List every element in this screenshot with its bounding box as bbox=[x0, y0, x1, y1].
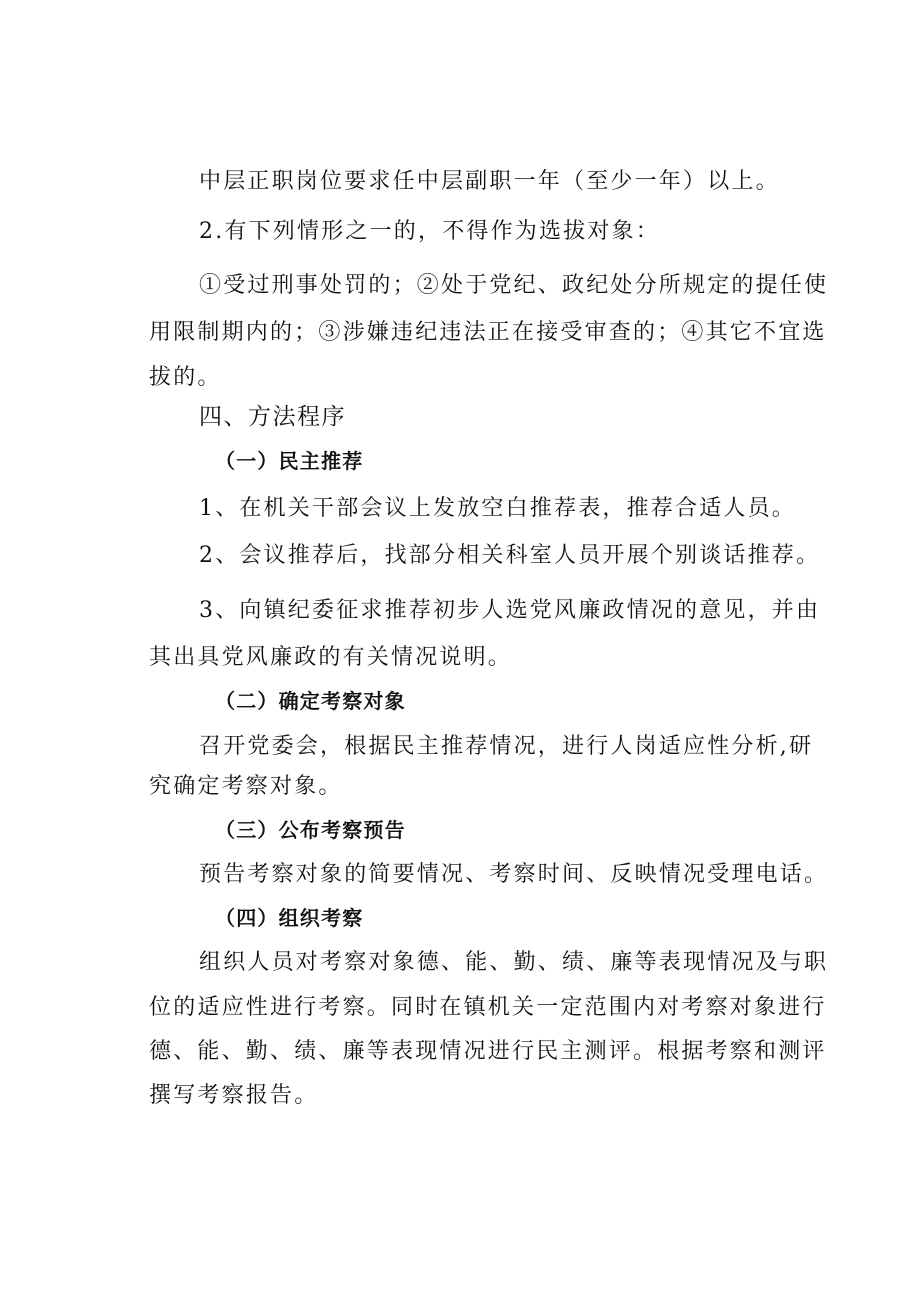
paragraph-line: 究确定考察对象。 bbox=[149, 774, 343, 799]
paragraph-line: 组织人员对考察对象德、能、勤、绩、廉等表现情况及与职 bbox=[199, 950, 829, 975]
paragraph-line: 其出具党风廉政的有关情况说明。 bbox=[149, 645, 513, 670]
paragraph-line: 撰写考察报告。 bbox=[149, 1083, 319, 1108]
paragraph-line: 拔的。 bbox=[149, 365, 222, 390]
paragraph-line: 2、会议推荐后，找部分相关科室人员开展个别谈话推荐。 bbox=[199, 543, 821, 568]
paragraph-line: 位的适应性进行考察。同时在镇机关一定范围内对考察对象进行 bbox=[149, 995, 827, 1020]
paragraph-line: 用限制期内的；③涉嫌违纪违法正在接受审查的；④其它不宜选 bbox=[149, 320, 827, 345]
paragraph-line: 召开党委会，根据民主推荐情况，进行人岗适应性分析,研 bbox=[199, 734, 814, 759]
subsection-heading: （一）民主推荐 bbox=[215, 449, 364, 473]
subsection-heading: （二）确定考察对象 bbox=[215, 689, 406, 713]
paragraph-line: 3、向镇纪委征求推荐初步人选党风廉政情况的意见，并由 bbox=[199, 598, 821, 623]
paragraph-line: 中层正职岗位要求任中层副职一年（至少一年）以上。 bbox=[199, 169, 780, 194]
subsection-heading: （三）公布考察预告 bbox=[215, 818, 406, 842]
paragraph-line: 德、能、勤、绩、廉等表现情况进行民主测评。根据考察和测评 bbox=[149, 1039, 827, 1064]
paragraph-line: 1、在机关干部会议上发放空白推荐表，推荐合适人员。 bbox=[199, 496, 796, 521]
paragraph-line: 预告考察对象的简要情况、考察时间、反映情况受理电话。 bbox=[199, 862, 829, 887]
section-heading: 四、方法程序 bbox=[199, 404, 346, 430]
paragraph-line: ①受过刑事处罚的；②处于党纪、政纪处分所规定的提任使 bbox=[199, 273, 829, 298]
paragraph-line: 2.有下列情形之一的，不得作为选拔对象： bbox=[199, 219, 660, 244]
subsection-heading: （四）组织考察 bbox=[215, 906, 364, 930]
